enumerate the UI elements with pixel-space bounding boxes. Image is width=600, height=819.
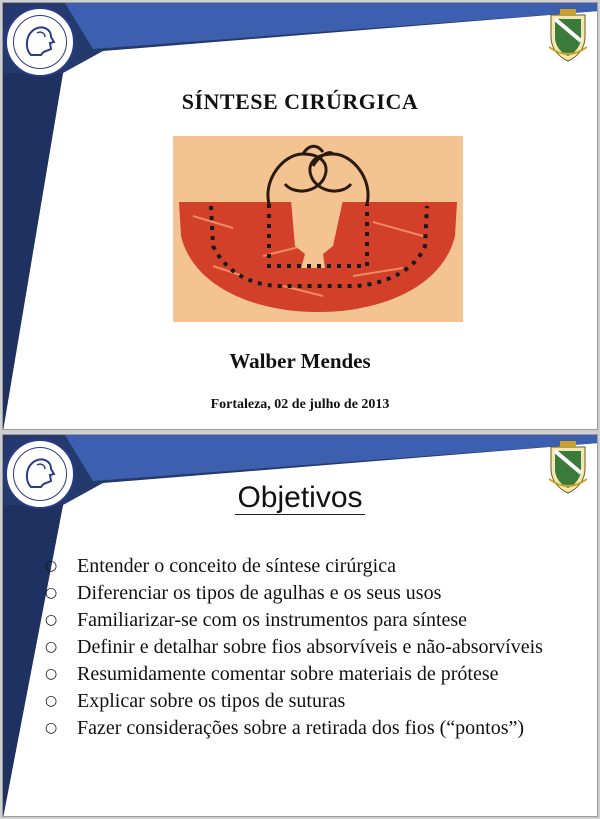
slide-title-text: SÍNTESE CIRÚRGICA xyxy=(181,89,419,114)
service-logo xyxy=(5,7,75,77)
objectives-title: Objetivos xyxy=(237,481,363,514)
list-item: ○ Diferenciar os tipos de agulhas e os seus usos xyxy=(45,582,442,604)
objectives-list xyxy=(43,554,588,743)
slide-title xyxy=(2,2,598,430)
list-item: ○ Entender o conceito de síntese cirúrgica xyxy=(45,555,396,577)
head-profile-logo-icon xyxy=(7,9,73,75)
circle-bullet-icon: ○ xyxy=(45,720,58,736)
list-item: ○ Explicar sobre os tipos de suturas xyxy=(45,690,346,712)
place-date: Fortaleza, 02 de julho de 2013 xyxy=(210,397,390,412)
slide-objectives xyxy=(2,434,598,817)
suture-illustration xyxy=(173,136,463,322)
circle-bullet-icon: ○ xyxy=(45,666,58,682)
author-name: Walber Mendes xyxy=(229,349,371,373)
list-item: ○ Familiarizar-se com os instrumentos para síntese xyxy=(45,609,468,631)
circle-bullet-icon: ○ xyxy=(45,585,58,601)
circle-bullet-icon: ○ xyxy=(45,558,58,574)
list-item: ○ Resumidamente comentar sobre materiais de prótese xyxy=(45,663,499,685)
university-crest-icon xyxy=(545,7,591,63)
list-item: ○ Definir e detalhar sobre fios absorvíveis e não-absorvíveis xyxy=(45,636,543,658)
circle-bullet-icon: ○ xyxy=(45,612,58,628)
circle-bullet-icon: ○ xyxy=(45,693,58,709)
circle-bullet-icon: ○ xyxy=(45,639,58,655)
list-item: ○ Fazer considerações sobre a retirada dos fios (“pontos”) xyxy=(45,717,525,739)
